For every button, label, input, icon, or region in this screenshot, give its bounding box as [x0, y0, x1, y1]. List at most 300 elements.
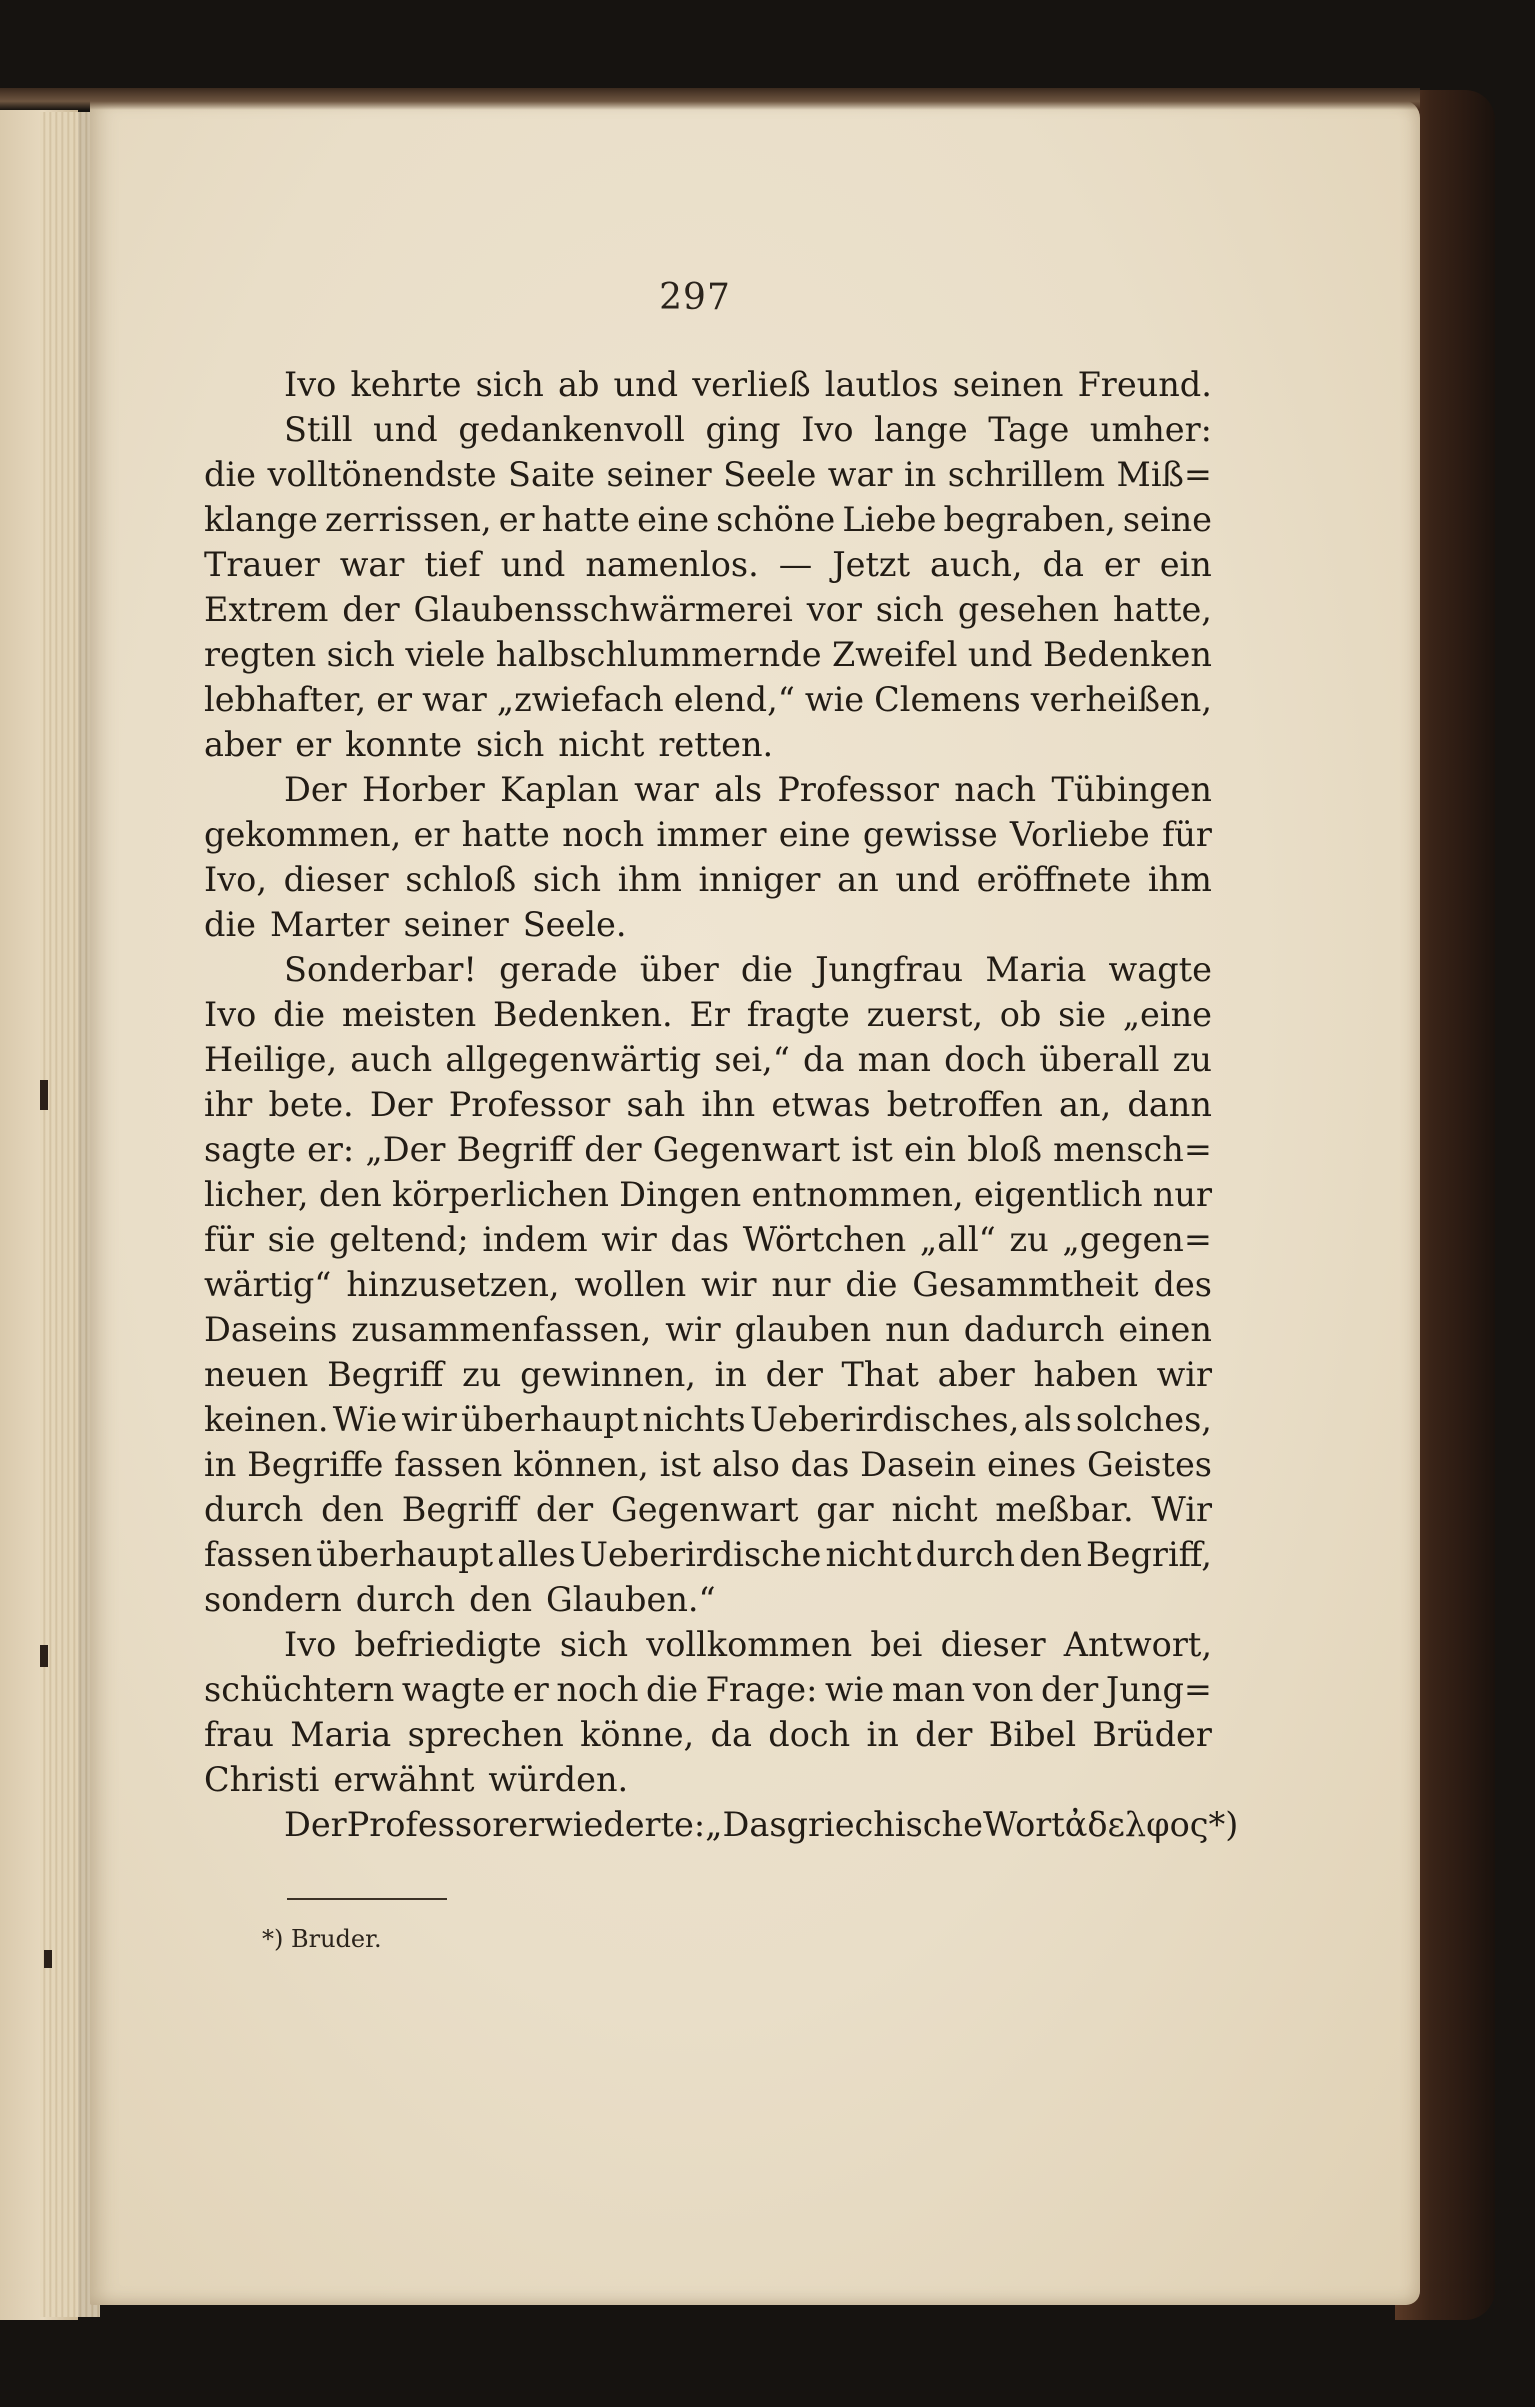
word: Begriff, — [1086, 1535, 1212, 1574]
word: sich — [326, 635, 395, 674]
word: neuen — [204, 1355, 309, 1394]
text-line — [204, 1037, 1212, 1082]
word: dadurch — [963, 1310, 1105, 1349]
word: ein — [1159, 545, 1212, 584]
word: elend,“ — [673, 680, 795, 719]
text-line — [204, 992, 1212, 1037]
word: die — [646, 1670, 699, 1709]
word: eine — [778, 815, 851, 854]
word: die — [273, 995, 326, 1034]
footnote-rule — [287, 1898, 447, 1900]
word: die — [845, 1265, 898, 1304]
word: durch — [355, 1580, 456, 1619]
word: man — [857, 1040, 931, 1079]
word: Jetzt — [832, 545, 911, 584]
text-line — [204, 1397, 1212, 1442]
word: Professor — [777, 770, 939, 809]
word: fassen — [204, 1535, 313, 1574]
word: wärtig“ — [204, 1265, 332, 1304]
word: Wort — [982, 1805, 1065, 1844]
word: keinen. — [204, 1400, 329, 1439]
word: entnommen, — [751, 1175, 964, 1214]
word: in — [714, 1355, 747, 1394]
word: tief — [424, 545, 481, 584]
word: frau — [204, 1715, 274, 1754]
text-line — [204, 767, 1212, 812]
word: Tage — [988, 410, 1070, 449]
word: der — [915, 1715, 973, 1754]
word: Er — [689, 995, 730, 1034]
word: Trauer — [204, 545, 320, 584]
word: fragte — [746, 995, 850, 1034]
word: *) — [1208, 1805, 1239, 1844]
footnote: *) Bruder. — [262, 1925, 382, 1953]
page-number: 297 — [659, 277, 731, 318]
word: griechische — [786, 1805, 983, 1844]
binding-mark — [40, 1080, 48, 1110]
word: als — [1023, 1400, 1072, 1439]
word: nichts — [642, 1400, 746, 1439]
word: Der — [369, 1085, 433, 1124]
word: Jungfrau — [815, 950, 964, 989]
word: Dasein — [860, 1445, 977, 1484]
word: ihm — [617, 860, 682, 899]
word: nicht — [891, 1490, 978, 1529]
word: überhaupt — [461, 1400, 639, 1439]
word: zuerst, — [866, 995, 983, 1034]
word: hatte — [461, 815, 550, 854]
word: zu — [462, 1355, 502, 1394]
word: fassen — [394, 1445, 503, 1484]
word: seiner — [606, 455, 712, 494]
text-line — [204, 677, 1212, 722]
word: Horber — [362, 770, 485, 809]
binding-mark — [40, 1645, 48, 1667]
word: indem — [482, 1220, 588, 1259]
word: gewisse — [862, 815, 998, 854]
text-line — [204, 497, 1212, 542]
word: hatte — [541, 500, 630, 539]
word: Begriffe — [247, 1445, 384, 1484]
word: Begriff — [456, 1130, 574, 1169]
word: Vorliebe — [1009, 815, 1150, 854]
word: in — [866, 1715, 899, 1754]
word: Extrem — [204, 590, 329, 629]
word: wir — [401, 1400, 457, 1439]
word: eines — [987, 1445, 1077, 1484]
word: ist — [851, 1130, 893, 1169]
word: Professor — [448, 1085, 611, 1124]
text-line — [204, 1442, 1212, 1487]
word: ging — [705, 410, 781, 449]
word: wie — [804, 680, 865, 719]
word: wie — [825, 1670, 885, 1709]
word: Christi — [204, 1760, 320, 1799]
word: „gegen= — [1062, 1220, 1212, 1259]
word: er — [498, 500, 535, 539]
word: namenlos. — [585, 545, 759, 584]
word: auch, — [930, 545, 1023, 584]
word: war — [827, 455, 893, 494]
word: lange — [874, 410, 968, 449]
word: nun — [885, 1310, 950, 1349]
word: Brüder — [1092, 1715, 1212, 1754]
word: haben — [1033, 1355, 1138, 1394]
word: Heilige, — [204, 1040, 338, 1079]
word: der — [765, 1355, 823, 1394]
word: verließ — [692, 365, 811, 404]
word: Liebe — [842, 500, 937, 539]
word: des — [1153, 1265, 1212, 1304]
word: viele — [405, 635, 486, 674]
text-line — [204, 1262, 1212, 1307]
word: — — [778, 545, 813, 584]
word: könne, — [580, 1715, 695, 1754]
word: Wie — [332, 1400, 398, 1439]
word: Gesammtheit — [912, 1265, 1139, 1304]
text-line — [204, 542, 1212, 587]
word: sei,“ — [714, 1040, 790, 1079]
word: Bedenken — [1042, 635, 1212, 674]
text-line — [204, 1757, 1212, 1802]
word: Tübingen — [1051, 770, 1212, 809]
word: für — [1161, 815, 1212, 854]
word: den — [1019, 1535, 1082, 1574]
word: die — [740, 950, 793, 989]
text-line — [204, 947, 1212, 992]
word: seine — [1122, 500, 1212, 539]
word: geltend; — [329, 1220, 469, 1259]
word: Bedenken. — [493, 995, 673, 1034]
word: Der — [284, 1805, 347, 1844]
word: er — [512, 1670, 549, 1709]
word: immer — [656, 815, 767, 854]
word: alles — [497, 1535, 576, 1574]
word: erwähnt — [333, 1760, 475, 1799]
word: sich — [559, 1625, 629, 1664]
word: da — [1042, 545, 1084, 584]
word: ab — [557, 365, 600, 404]
word: lautlos — [824, 365, 939, 404]
word: sich — [476, 725, 545, 764]
word: licher, — [204, 1175, 309, 1214]
word: da — [710, 1715, 752, 1754]
word: und — [500, 545, 566, 584]
word: dieser — [940, 1625, 1046, 1664]
word: klange — [204, 500, 318, 539]
word: doch — [768, 1715, 851, 1754]
word: Begriff — [401, 1490, 519, 1529]
word: bei — [870, 1625, 923, 1664]
word: und — [967, 635, 1033, 674]
word: konnte — [345, 725, 463, 764]
word: Clemens — [874, 680, 1021, 719]
word: auch — [350, 1040, 433, 1079]
word: wagte — [1108, 950, 1212, 989]
word: noch — [556, 1670, 639, 1709]
body-text — [204, 362, 1239, 1847]
word: sich — [875, 590, 944, 629]
word: gerade — [499, 950, 618, 989]
word: Daseins — [204, 1310, 338, 1349]
word: Sonderbar! — [284, 950, 477, 989]
word: würden. — [488, 1760, 629, 1799]
word: schrillem — [947, 455, 1106, 494]
word: Glauben.“ — [546, 1580, 716, 1619]
word: Wir — [1151, 1490, 1212, 1529]
word: sie — [267, 1220, 316, 1259]
word: gekommen, — [204, 815, 402, 854]
word: wir — [1156, 1355, 1212, 1394]
word: den — [321, 1490, 384, 1529]
word: Zweifel — [831, 635, 958, 674]
text-line — [204, 1667, 1212, 1712]
word: Geistes — [1087, 1445, 1212, 1484]
word: begraben, — [943, 500, 1116, 539]
word: zu — [1009, 1220, 1049, 1259]
word: überhaupt — [316, 1535, 494, 1574]
word: vor — [806, 590, 862, 629]
word: der — [342, 590, 400, 629]
word: „Der — [365, 1130, 446, 1169]
word: „zwiefach — [496, 680, 664, 719]
word: Antwort, — [1063, 1625, 1212, 1664]
text-line — [204, 452, 1212, 497]
word: das — [790, 1445, 850, 1484]
text-line — [204, 1082, 1212, 1127]
word: den — [469, 1580, 533, 1619]
word: Frage: — [705, 1670, 818, 1709]
word: Maria — [985, 950, 1087, 989]
word: eröffnete — [976, 860, 1132, 899]
text-line — [204, 1802, 1239, 1847]
word: Ivo — [204, 995, 257, 1034]
text-line — [204, 632, 1212, 677]
word: gar — [816, 1490, 874, 1529]
word: einen — [1118, 1310, 1212, 1349]
word: ἀδελφος — [1064, 1805, 1209, 1844]
text-line — [204, 407, 1212, 452]
word: über — [639, 950, 719, 989]
word: Dingen — [619, 1175, 742, 1214]
word: und — [373, 410, 438, 449]
word: sondern — [204, 1580, 342, 1619]
word: Ivo — [801, 410, 854, 449]
word: nur — [771, 1265, 831, 1304]
word: ist — [659, 1445, 701, 1484]
word: gesehen — [957, 590, 1100, 629]
word: Ivo — [284, 1625, 337, 1664]
word: der — [1041, 1670, 1099, 1709]
word: doch — [944, 1040, 1027, 1079]
word: schöne — [716, 500, 836, 539]
word: von — [972, 1670, 1034, 1709]
word: war — [634, 770, 699, 809]
word: mensch= — [1053, 1130, 1212, 1169]
word: vollkommen — [646, 1625, 853, 1664]
word: Professor — [346, 1805, 509, 1844]
word: ob — [999, 995, 1042, 1034]
text-line — [204, 362, 1212, 407]
word: bete. — [268, 1085, 354, 1124]
word: als — [714, 770, 763, 809]
word: ihr — [204, 1085, 253, 1124]
word: durch — [204, 1490, 304, 1529]
text-line — [204, 1217, 1212, 1262]
word: befriedigte — [354, 1625, 542, 1664]
word: Ivo — [284, 365, 337, 404]
text-line — [204, 1487, 1212, 1532]
word: Wörtchen — [742, 1220, 907, 1259]
word: Ueberirdische — [579, 1535, 822, 1574]
word: Seele — [723, 455, 817, 494]
word: That — [841, 1355, 919, 1394]
text-line — [204, 857, 1212, 902]
word: sah — [626, 1085, 686, 1124]
word: regten — [204, 635, 317, 674]
word: sich — [475, 365, 544, 404]
word: war — [339, 545, 405, 584]
binding-mark — [44, 1950, 52, 1968]
word: noch — [562, 815, 645, 854]
text-line — [204, 587, 1212, 632]
word: ein — [903, 1130, 957, 1169]
word: lebhafter, — [204, 680, 367, 719]
word: Der — [284, 770, 347, 809]
word: überall — [1039, 1040, 1160, 1079]
word: aber — [204, 725, 282, 764]
word: schüchtern — [204, 1670, 395, 1709]
word: die — [204, 905, 256, 944]
word: körperlichen — [391, 1175, 609, 1214]
word: Maria — [290, 1715, 392, 1754]
word: Gegenwart — [652, 1130, 841, 1169]
word: erwiederte: — [508, 1805, 706, 1844]
word: „Das — [705, 1805, 787, 1844]
word: Saite — [508, 455, 595, 494]
text-line — [204, 1352, 1212, 1397]
word: er — [295, 725, 332, 764]
word: sprechen — [407, 1715, 564, 1754]
word: eine — [637, 500, 710, 539]
word: umher: — [1089, 410, 1212, 449]
word: dieser — [283, 860, 389, 899]
word: seinen — [952, 365, 1064, 404]
word: für — [204, 1220, 254, 1259]
word: solches, — [1075, 1400, 1212, 1439]
word: er — [1103, 545, 1140, 584]
word: sagte — [204, 1130, 296, 1169]
word: kehrte — [350, 365, 462, 404]
text-line — [204, 1622, 1212, 1667]
word: das — [670, 1220, 730, 1259]
word: dann — [1127, 1085, 1212, 1124]
word: also — [711, 1445, 780, 1484]
word: Ueberirdisches, — [749, 1400, 1020, 1439]
word: er — [413, 815, 450, 854]
word: Seele. — [522, 905, 627, 944]
word: in — [903, 455, 937, 494]
word: er: — [307, 1130, 355, 1169]
word: allgegenwärtig — [445, 1040, 702, 1079]
word: wir — [601, 1220, 657, 1259]
word: zusammenfassen, — [351, 1310, 652, 1349]
word: ihn — [701, 1085, 756, 1124]
word: Freund. — [1077, 365, 1212, 404]
word: war — [422, 680, 487, 719]
word: glauben — [734, 1310, 872, 1349]
word: meisten — [341, 995, 477, 1034]
word: hatte, — [1113, 590, 1212, 629]
word: volltönendste — [267, 455, 497, 494]
word: in — [204, 1445, 237, 1484]
text-line — [204, 1712, 1212, 1757]
word: etwas — [771, 1085, 871, 1124]
word: meßbar. — [995, 1490, 1134, 1529]
text-line — [204, 722, 1212, 767]
word: zu — [1172, 1040, 1212, 1079]
word: da — [803, 1040, 845, 1079]
text-line — [204, 1127, 1212, 1172]
word: nur — [1152, 1175, 1212, 1214]
word: „eine — [1122, 995, 1212, 1034]
word: inniger — [698, 860, 821, 899]
word: durch — [915, 1535, 1015, 1574]
word: aber — [937, 1355, 1015, 1394]
word: nicht — [558, 725, 645, 764]
word: ihm — [1147, 860, 1212, 899]
word: zerrissen, — [324, 500, 492, 539]
word: Jung= — [1105, 1670, 1212, 1709]
top-shadow — [0, 88, 1420, 110]
word: können, — [513, 1445, 649, 1484]
word: bloß — [967, 1130, 1042, 1169]
text-line — [204, 1532, 1212, 1577]
word: wir — [665, 1310, 721, 1349]
text-line — [204, 812, 1212, 857]
word: man — [891, 1670, 966, 1709]
word: Still — [284, 410, 353, 449]
word: halbschlummernde — [495, 635, 822, 674]
word: der — [535, 1490, 594, 1529]
word: an — [837, 860, 879, 899]
word: seiner — [403, 905, 509, 944]
word: nicht — [825, 1535, 912, 1574]
word: „all“ — [919, 1220, 996, 1259]
word: wir — [701, 1265, 757, 1304]
word: eigentlich — [973, 1175, 1143, 1214]
word: der — [584, 1130, 642, 1169]
word: an, — [1059, 1085, 1112, 1124]
text-line — [204, 902, 1212, 947]
text-line — [204, 1577, 1212, 1622]
word: gedankenvoll — [458, 410, 685, 449]
word: wagte — [401, 1670, 506, 1709]
word: hinzusetzen, — [346, 1265, 560, 1304]
word: Gegenwart — [610, 1490, 799, 1529]
word: sie — [1058, 995, 1106, 1034]
word: Kaplan — [500, 770, 619, 809]
word: schloß — [405, 860, 517, 899]
word: und — [613, 365, 679, 404]
word: Bibel — [988, 1715, 1077, 1754]
word: gewinnen, — [520, 1355, 696, 1394]
word: und — [895, 860, 960, 899]
word: Miß= — [1116, 455, 1212, 494]
word: betroffen — [886, 1085, 1043, 1124]
text-line — [204, 1172, 1212, 1217]
word: Begriff — [327, 1355, 444, 1394]
